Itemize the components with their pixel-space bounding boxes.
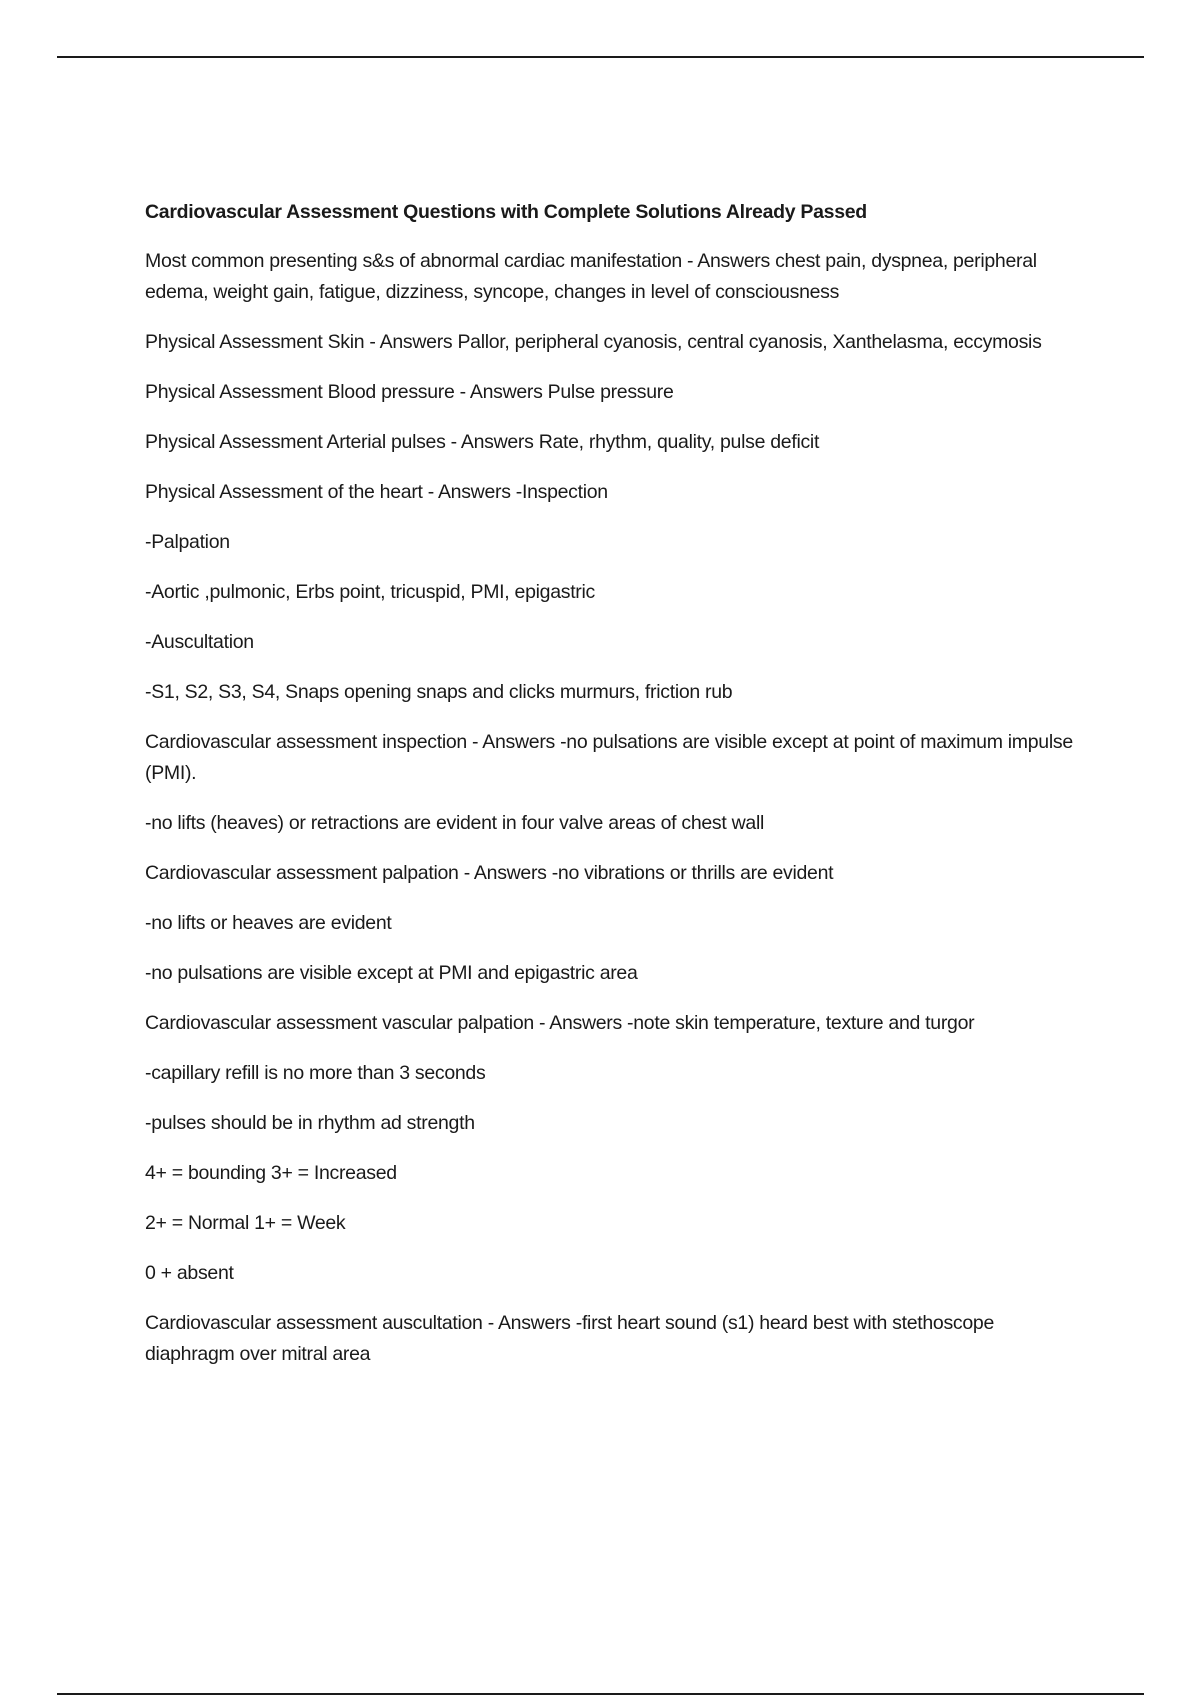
paragraph: -Aortic ,pulmonic, Erbs point, tricuspid, PMI, epigastric xyxy=(145,581,595,603)
paragraph: -no lifts (heaves) or retractions are evident in four valve areas of chest wall xyxy=(145,812,765,834)
footer-rule xyxy=(57,1693,1144,1695)
paragraph: Physical Assessment Blood pressure - Answers Pulse pressure xyxy=(145,381,674,403)
paragraph: 0 + absent xyxy=(145,1262,234,1284)
paragraph: Physical Assessment Arterial pulses - Answers Rate, rhythm, quality, pulse deficit xyxy=(145,431,820,453)
document-title: Cardiovascular Assessment Questions with Complete Solutions Already Passed xyxy=(145,201,867,223)
paragraph: Cardiovascular assessment palpation - Answers -no vibrations or thrills are evident xyxy=(145,862,834,884)
paragraph: -pulses should be in rhythm ad strength xyxy=(145,1112,475,1134)
paragraph: Cardiovascular assessment vascular palpation - Answers -note skin temperature, texture and turgor xyxy=(145,1012,975,1034)
paragraph: -no lifts or heaves are evident xyxy=(145,912,392,934)
paragraph: Cardiovascular assessment auscultation - Answers -first heart sound (s1) heard best with stethoscope diaphragm over mitral area xyxy=(145,1312,994,1365)
paragraph: -Auscultation xyxy=(145,631,254,653)
paragraph: -Palpation xyxy=(145,531,230,553)
paragraph: -capillary refill is no more than 3 seconds xyxy=(145,1062,486,1084)
paragraph: Most common presenting s&s of abnormal cardiac manifestation - Answers chest pain, dyspnea, peripheral edema, weight gain, fatigue, dizziness, syncope, changes in level of consciousness xyxy=(145,250,1037,303)
paragraph: -no pulsations are visible except at PMI and epigastric area xyxy=(145,962,638,984)
paragraph: Physical Assessment of the heart - Answers -Inspection xyxy=(145,481,608,503)
paragraph: 2+ = Normal 1+ = Week xyxy=(145,1212,346,1234)
header-rule xyxy=(57,56,1144,58)
paragraph: Cardiovascular assessment inspection - Answers -no pulsations are visible except at point of maximum impulse (PMI). xyxy=(145,731,1073,784)
paragraph: 4+ = bounding 3+ = Increased xyxy=(145,1162,397,1184)
paragraph: Physical Assessment Skin - Answers Pallor, peripheral cyanosis, central cyanosis, Xanthelasma, eccymosis xyxy=(145,331,1042,353)
paragraph: -S1, S2, S3, S4, Snaps opening snaps and clicks murmurs, friction rub xyxy=(145,681,733,703)
document-body xyxy=(145,197,1080,1389)
